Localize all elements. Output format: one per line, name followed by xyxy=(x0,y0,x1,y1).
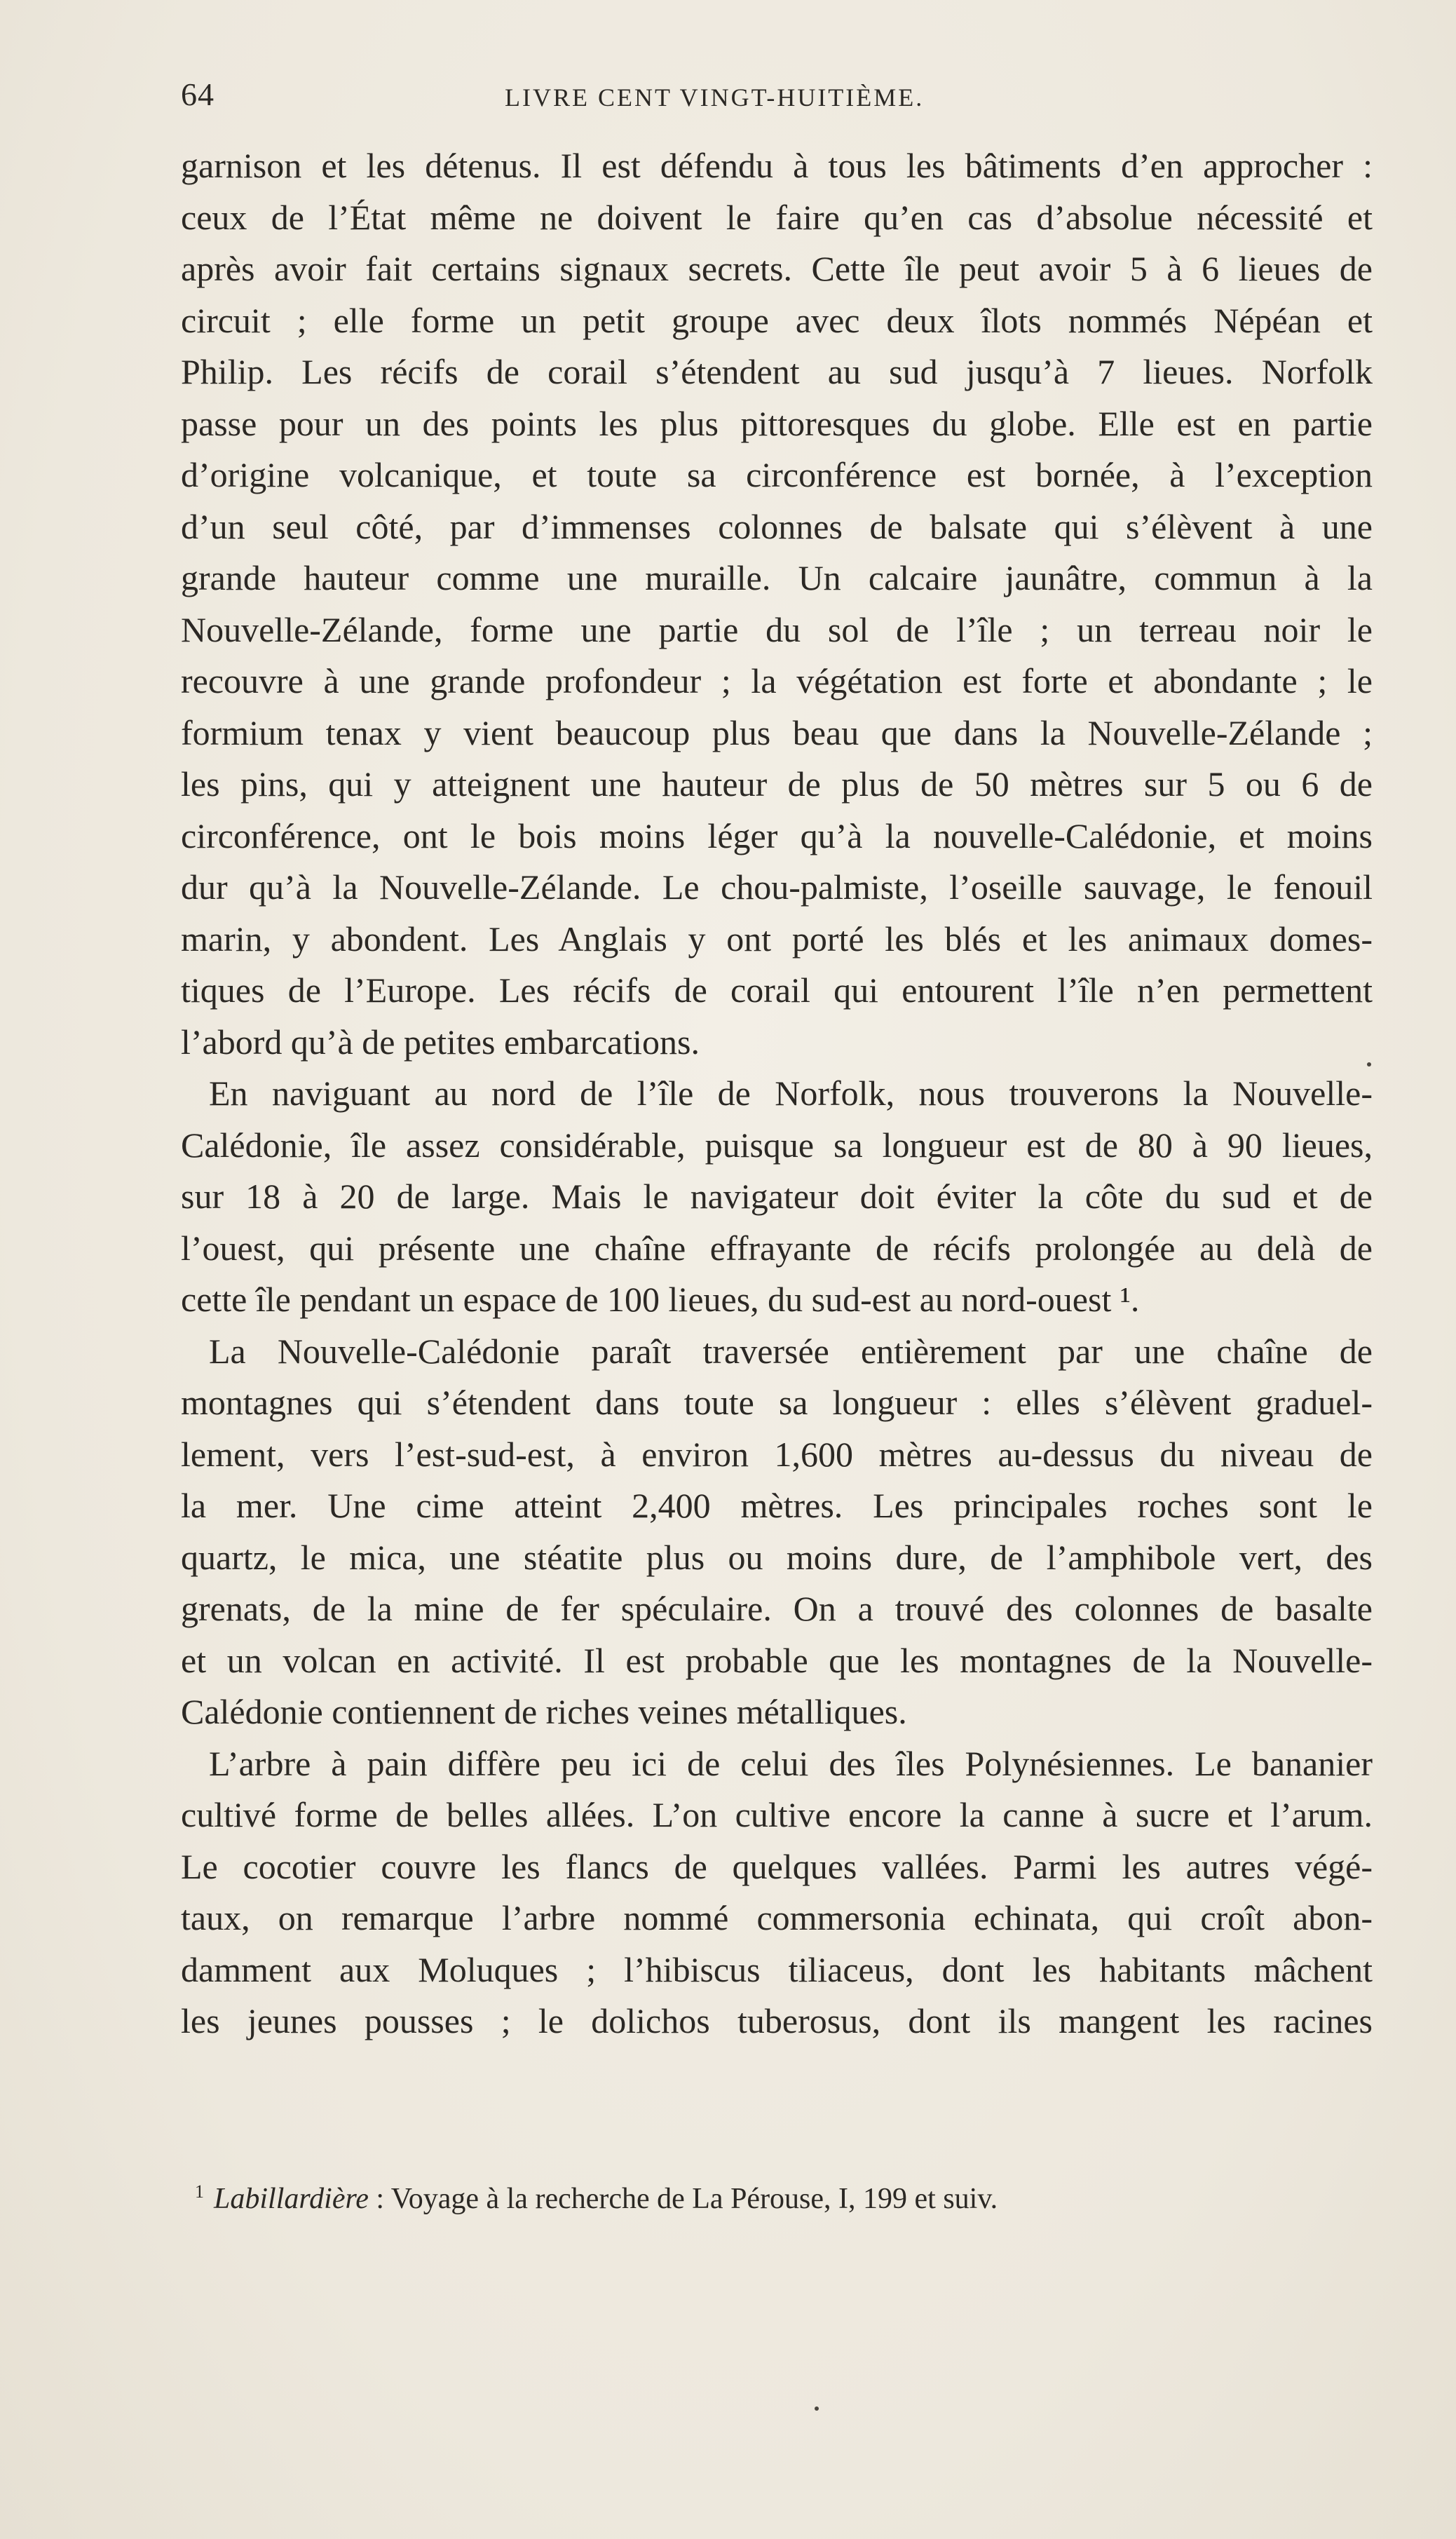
text-line: d’origine volcanique, et toute sa circonférence est bornée, à l’exception xyxy=(181,455,1373,494)
text-line: Le cocotier couvre les flancs de quelques vallées. Parmi les autres végé- xyxy=(181,1846,1373,1886)
text-line: dur qu’à la Nouvelle-Zélande. Le chou-palmiste, l’oseille sauvage, le fenouil xyxy=(181,867,1373,907)
text-line: garnison et les détenus. Il est défendu à tous les bâtiments d’en approcher : xyxy=(181,146,1373,185)
text-line: quartz, le mica, une stéatite plus ou moins dure, de l’amphibole vert, des xyxy=(181,1537,1373,1577)
print-speck xyxy=(1367,1062,1371,1067)
text-line: l’abord qu’à de petites embarcations. xyxy=(181,1022,700,1062)
text-line: Calédonie, île assez considérable, puisque sa longueur est de 80 à 90 lieues, xyxy=(181,1125,1373,1165)
text-line: formium tenax y vient beaucoup plus beau que dans la Nouvelle-Zélande ; xyxy=(181,712,1373,752)
footnote-mark: 1 xyxy=(195,2181,204,2202)
page-number: 64 xyxy=(181,76,215,112)
text-line: L’arbre à pain diffère peu ici de celui des îles Polynésiennes. Le bananier xyxy=(209,1743,1373,1783)
footnote-author: Labillardière xyxy=(214,2183,369,2215)
running-head: LIVRE CENT VINGT-HUITIÈME. xyxy=(505,83,925,111)
text-line: Calédonie contiennent de riches veines métalliques. xyxy=(181,1692,907,1731)
text-line: En naviguant au nord de l’île de Norfolk, nous trouverons la Nouvelle- xyxy=(209,1074,1373,1113)
footnote xyxy=(195,2172,1373,2219)
text-line: grande hauteur comme une muraille. Un calcaire jaunâtre, commun à la xyxy=(181,558,1373,597)
text-line: ceux de l’État même ne doivent le faire qu’en cas d’absolue nécessité et xyxy=(181,197,1373,237)
text-line: La Nouvelle-Calédonie paraît traversée entièrement par une chaîne de xyxy=(209,1331,1373,1371)
text-line: Philip. Les récifs de corail s’étendent au sud jusqu’à 7 lieues. Norfolk xyxy=(181,352,1373,391)
text-line: sur 18 à 20 de large. Mais le navigateur doit éviter la côte du sud et de xyxy=(181,1177,1373,1216)
footnote-text: : Voyage à la recherche de La Pérouse, I, 199 et suiv. xyxy=(376,2183,998,2215)
text-line: d’un seul côté, par d’immenses colonnes de balsate qui s’élèvent à une xyxy=(181,506,1373,546)
text-line: damment aux Moluques ; l’hibiscus tiliaceus, dont les habitants mâchent xyxy=(181,1949,1373,1989)
text-line: l’ouest, qui présente une chaîne effrayante de récifs prolongée au delà de xyxy=(181,1228,1373,1268)
text-line: taux, on remarque l’arbre nommé commersonia echinata, qui croît abon- xyxy=(181,1898,1373,1937)
text-line: la mer. Une cime atteint 2,400 mètres. Les principales roches sont le xyxy=(181,1486,1373,1525)
text-line: montagnes qui s’étendent dans toute sa longueur : elles s’élèvent graduel- xyxy=(181,1383,1373,1422)
text-line: cette île pendant un espace de 100 lieues, du sud-est au nord-ouest ¹. xyxy=(181,1280,1140,1319)
text-line: recouvre à une grande profondeur ; la végétation est forte et abondante ; le xyxy=(181,661,1373,700)
print-speck xyxy=(815,2406,819,2411)
text-line: et un volcan en activité. Il est probable que les montagnes de la Nouvelle- xyxy=(181,1640,1373,1680)
text-line: passe pour un des points les plus pittoresques du globe. Elle est en partie xyxy=(181,403,1373,443)
text-line: circonférence, ont le bois moins léger qu’à la nouvelle-Calédonie, et moins xyxy=(181,815,1373,855)
text-line: marin, y abondent. Les Anglais y ont porté les blés et les animaux domes- xyxy=(181,919,1373,959)
text-line: Nouvelle-Zélande, forme une partie du sol de l’île ; un terreau noir le xyxy=(181,609,1373,649)
text-line: les pins, qui y atteignent une hauteur de plus de 50 mètres sur 5 ou 6 de xyxy=(181,764,1373,804)
body-text xyxy=(181,140,1373,2047)
text-line: les jeunes pousses ; le dolichos tuberosus, dont ils mangent les racines xyxy=(181,2001,1373,2040)
text-line: cultivé forme de belles allées. L’on cultive encore la canne à sucre et l’arum. xyxy=(181,1795,1373,1834)
text-line: tiques de l’Europe. Les récifs de corail qui entourent l’île n’en permettent xyxy=(181,970,1373,1010)
text-line: circuit ; elle forme un petit groupe avec deux îlots nommés Népéan et xyxy=(181,300,1373,340)
text-line: lement, vers l’est-sud-est, à environ 1,600 mètres au-dessus du niveau de xyxy=(181,1434,1373,1474)
text-line: après avoir fait certains signaux secrets. Cette île peut avoir 5 à 6 lieues de xyxy=(181,249,1373,288)
text-line: grenats, de la mine de fer spéculaire. On a trouvé des colonnes de basalte xyxy=(181,1589,1373,1628)
